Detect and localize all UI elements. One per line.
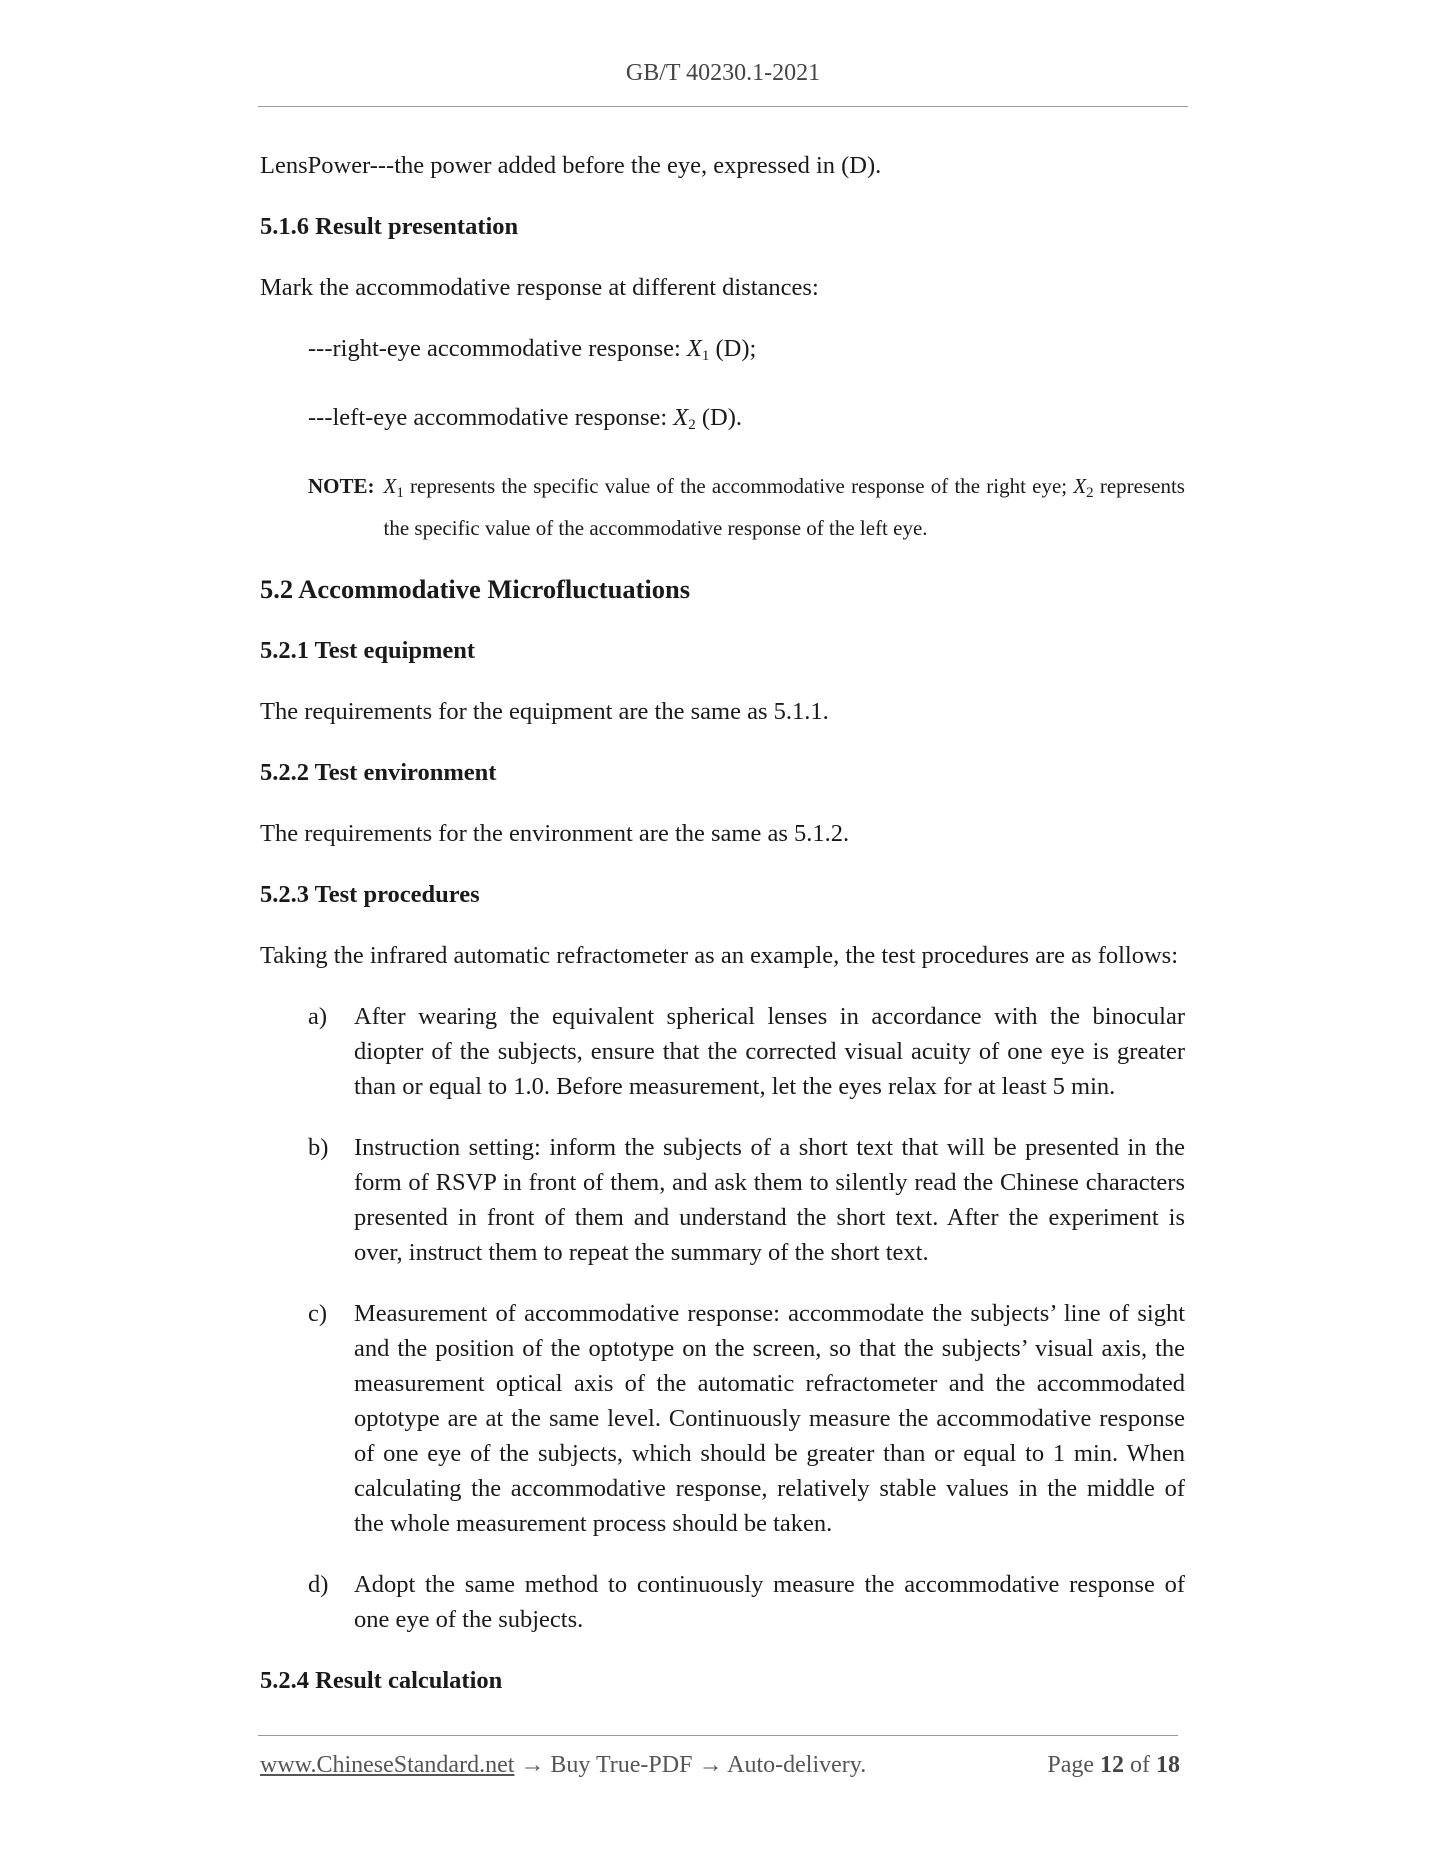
list-item [260,1567,1185,1637]
list-item [260,1296,1185,1541]
list-text: Adopt the same method to continuously measure the accommodative response of one eye of the subjects. [354,1571,1185,1633]
page-indicator: Page 12 of 18 [1047,1752,1180,1778]
list-marker: c) [308,1300,328,1327]
list-text: Measurement of accommodative response: accommodate the subjects’ line of sight and the position of the optotype on the screen, so that the subjects’ visual axis, the measurement optical axis of the automatic refractometer and the accommodated optotype are at the same level. Continuously measure the accommodative response of one eye of the subjects, which should be greater than or equal to 1 min. When calculating the accommodative response, relatively stable values in the middle of the whole measurement process should be taken. [354,1300,1185,1537]
list-item [260,1130,1185,1270]
total-pages: 18 [1156,1752,1180,1778]
lenspower-definition: LensPower---the power added before the eye, expressed in (D). [260,152,882,179]
right-eye-item: ---right-eye accommodative response: $X_1$ (D); [308,335,757,364]
standard-number: GB/T 40230.1-2021 [625,60,821,86]
environment-text: The requirements for the environment are the same as 5.1.2. [260,820,850,847]
list-text: After wearing the equivalent spherical lenses in accordance with the binocular diopter of the subjects, ensure that the corrected visual acuity of one eye is greater than or equal to 1.0. Before measurement, let the eyes relax for at least 5 min. [354,1003,1185,1100]
equipment-text: The requirements for the equipment are the same as 5.1.1. [260,698,829,725]
list-marker: d) [308,1571,329,1598]
result-intro: Mark the accommodative response at different distances: [260,274,819,301]
list-marker: a) [308,1003,328,1030]
footer-promo: www.ChineseStandard.net → Buy True-PDF → Auto-delivery. [260,1752,867,1778]
footer-divider [258,1735,1178,1736]
note-label: NOTE: [308,474,375,498]
note-text: $X_1$ represents the specific value of the accommodative response of the right eye; $X_2$ represents the specific value of the accommodative response of the left eye. [383,474,1185,540]
left-eye-item: ---left-eye accommodative response: $X_2$ (D). [308,404,743,433]
website-link[interactable]: www.ChineseStandard.net [260,1752,515,1778]
current-page: 12 [1100,1752,1124,1778]
note-block [260,469,1185,546]
list-item [260,999,1185,1104]
heading-5-2-2: 5.2.2 Test environment [260,759,497,786]
heading-5-1-6: 5.1.6 Result presentation [260,213,519,240]
heading-5-2: 5.2 Accommodative Microfluctuations [260,574,691,604]
heading-5-2-3: 5.2.3 Test procedures [260,881,480,908]
heading-5-2-4: 5.2.4 Result calculation [260,1667,503,1694]
list-marker: b) [308,1134,329,1161]
page-body [260,148,1185,1724]
document-header [258,60,1188,87]
heading-5-2-1: 5.2.1 Test equipment [260,637,476,664]
header-divider [258,106,1188,107]
list-text: Instruction setting: inform the subjects of a short text that will be presented in the form of RSVP in front of them, and ask them to silently read the Chinese characters presented in front of them and understand the short text. After the experiment is over, instruct them to repeat the summary of the short text. [354,1134,1185,1266]
page-footer [260,1752,1180,1779]
procedures-intro: Taking the infrared automatic refractometer as an example, the test procedures are as follows: [260,942,1178,969]
